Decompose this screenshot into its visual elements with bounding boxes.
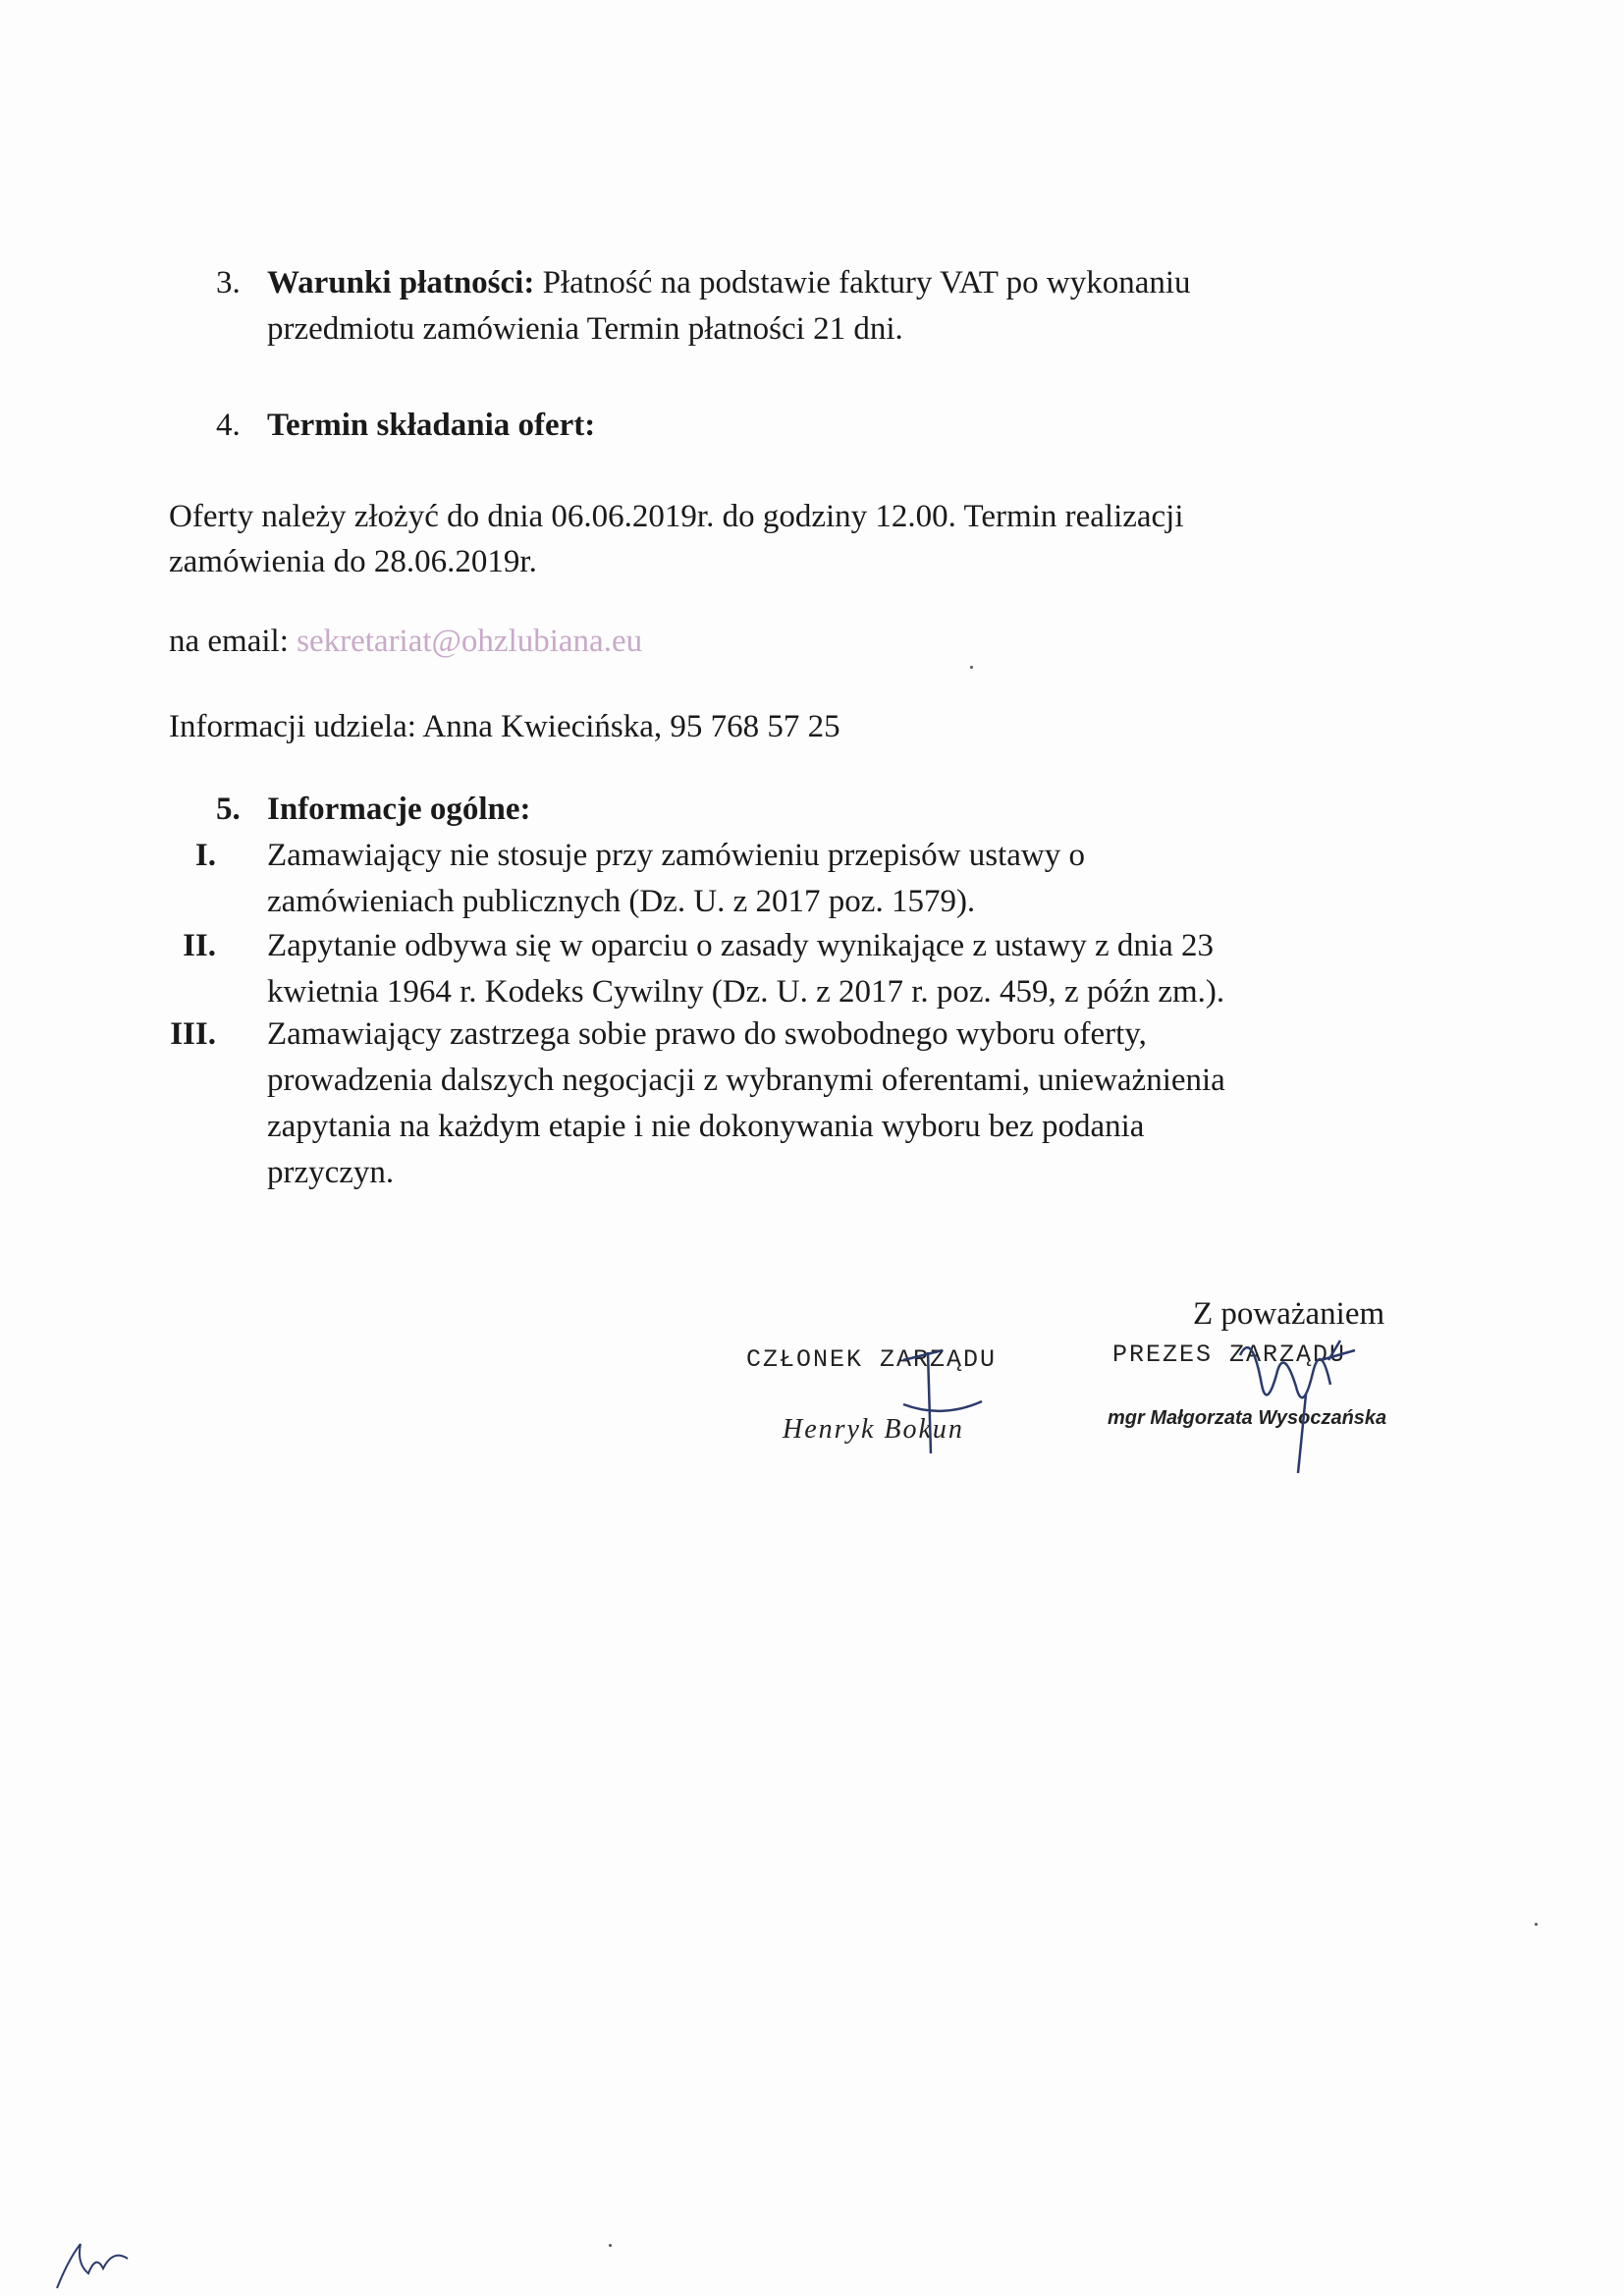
offer-deadline-line2: zamówienia do 28.06.2019r.	[169, 544, 537, 579]
payment-terms-text	[267, 260, 1191, 353]
item-number: 5.	[216, 792, 241, 827]
roman-numeral: I.	[194, 838, 216, 873]
right-signature-mark	[1222, 1316, 1399, 1483]
scan-speck	[609, 2244, 612, 2247]
offer-deadline-label: Termin składania ofert:	[267, 408, 596, 443]
payment-terms-line1: Warunki płatności: Płatność na podstawie faktury VAT po wykonaniu	[267, 265, 1191, 301]
right-stamp-name: mgr Małgorzata Wysoczańska	[1108, 1407, 1387, 1429]
general-info-section	[216, 787, 903, 836]
offer-deadline-section	[216, 403, 903, 452]
roman-numeral: II.	[183, 928, 216, 963]
general-info-item-2: II. Zapytanie odbywa się w oparciu o zasady wynikające z ustawy z dnia 23 kwietnia 1964 r. Kodeks Cywilny (Dz. U. z 2017 r. poz. 459, z późn zm.).	[142, 923, 1419, 1021]
contact-info: Informacji udziela: Anna Kwiecińska, 95 768 57 25	[169, 709, 840, 744]
general-info-item-3: III. Zamawiający zastrzega sobie prawo do swobodnego wyboru oferty, prowadzenia dalszych negocjacji z wybranymi oferentami, unieważnienia zapytania na każdym etapie i nie dokonywania wyboru bez podania przyczyn.	[142, 1011, 1419, 1208]
email-line	[169, 619, 642, 665]
scan-speck	[970, 666, 973, 669]
payment-terms-line2: przedmiotu zamówienia Termin płatności 21 dni.	[267, 311, 903, 347]
general-info-item-1: I. Zamawiający nie stosuje przy zamówieniu przepisów ustawy o zamówieniach publicznych (Dz. U. z 2017 poz. 1579).	[142, 833, 1419, 931]
left-signature-mark	[884, 1340, 1001, 1458]
closing-salutation: Z poważaniem	[1193, 1296, 1385, 1332]
offer-deadline-line1: Oferty należy złożyć do dnia 06.06.2019r. do godziny 12.00. Termin realizacji	[169, 499, 1184, 534]
initials-mark	[49, 2234, 137, 2293]
email-link[interactable]: sekretariat@ohzlubiana.eu	[297, 624, 643, 659]
right-stamp-title: PREZES ZARZĄDU	[1112, 1340, 1347, 1369]
payment-terms-section	[216, 260, 1453, 358]
roman-numeral: III.	[170, 1016, 216, 1052]
email-label: na email:	[169, 624, 298, 659]
scan-speck	[1535, 1923, 1538, 1926]
left-stamp-title: CZŁONEK ZARZĄDU	[746, 1345, 998, 1374]
payment-terms-label: Warunki płatności:	[267, 265, 535, 301]
item-number: 4.	[216, 408, 241, 443]
item-number: 3.	[216, 265, 241, 301]
left-stamp-name: Henryk Bokun	[783, 1414, 964, 1445]
general-info-label: Informacje ogólne:	[267, 792, 531, 827]
